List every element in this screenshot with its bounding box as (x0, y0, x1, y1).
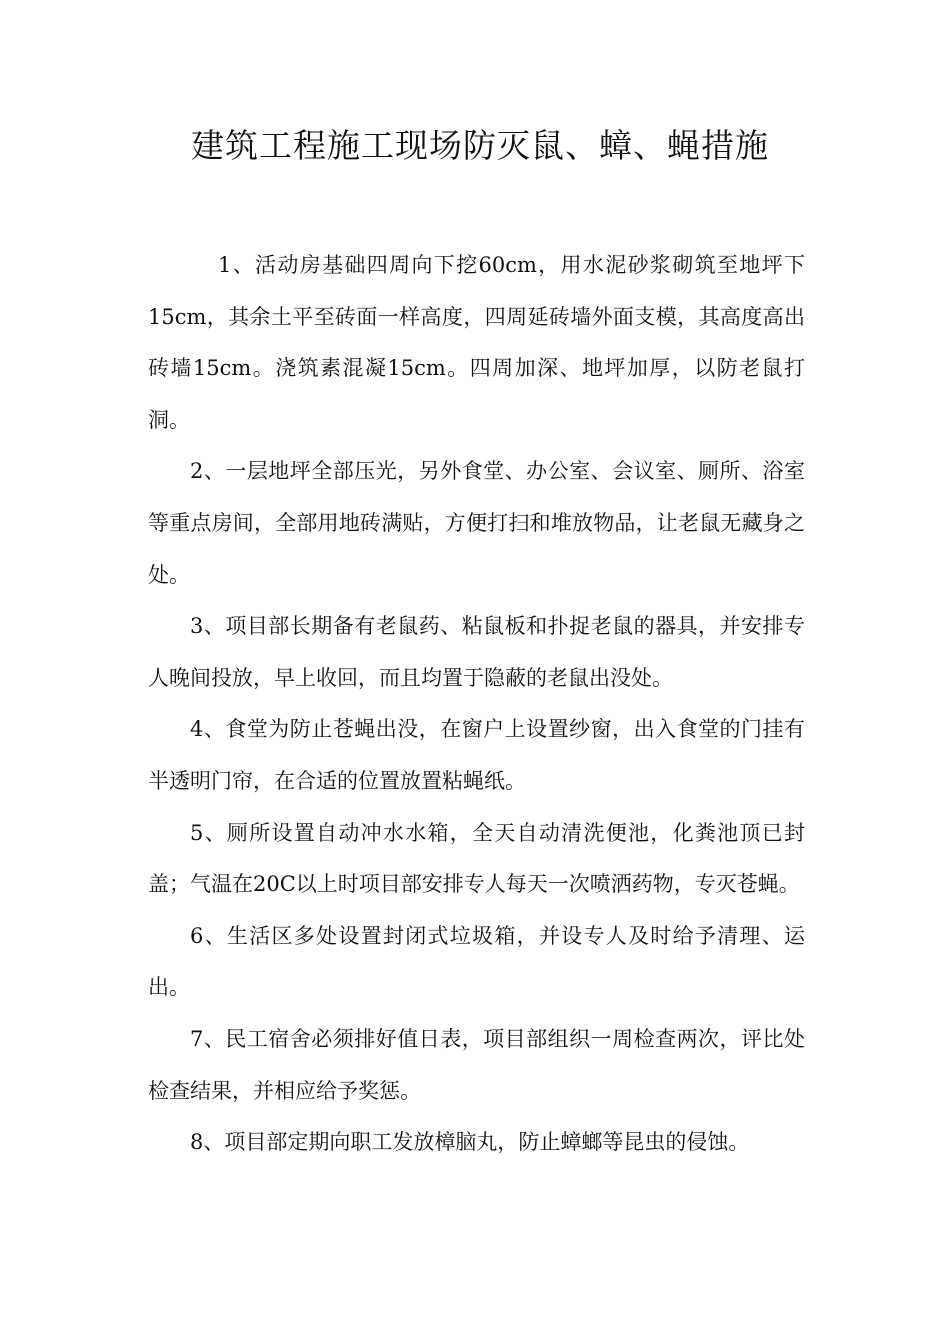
paragraph-5: 5、厕所设置自动冲水水箱，全天自动清洗便池，化粪池顶已封盖；气温在20C以上时项目部安排专人每天一次喷洒药物，专灭苍蝇。 (148, 820, 805, 897)
paragraph-8: 8、项目部定期向职工发放樟脑丸，防止蟑螂等昆虫的侵蚀。 (190, 1130, 750, 1155)
paragraph-3: 3、项目部长期备有老鼠药、粘鼠板和扑捉老鼠的器具，并安排专人晚间投放，早上收回，而且均置于隐蔽的老鼠出没处。 (148, 614, 805, 690)
paragraph-4: 4、食堂为防止苍蝇出没，在窗户上设置纱窗，出入食堂的门挂有半透明门帘，在合适的位置放置粘蝇纸。 (148, 717, 805, 793)
paragraph-7: 7、民工宿舍必须排好值日表，项目部组织一周检查两次，评比处检查结果，并相应给予奖惩。 (148, 1026, 805, 1103)
document-title: 建筑工程施工现场防灭鼠、蟑、蝇措施 (191, 126, 769, 165)
paragraph-6: 6、生活区多处设置封闭式垃圾箱，并设专人及时给予清理、运出。 (148, 923, 805, 1000)
document-body (148, 240, 805, 1169)
paragraph-1: 1、活动房基础四周向下挖60cm，用水泥砂浆砌筑至地坪下15cm，其余土平至砖面一样高度，四周延砖墙外面支模，其高度高出砖墙15cm。浇筑素混凝15cm。四周加深、地坪加厚，以防老鼠打洞。 (148, 253, 805, 432)
paragraph-2: 2、一层地坪全部压光，另外食堂、办公室、会议室、厕所、浴室等重点房间，全部用地砖满贴，方便打扫和堆放物品，让老鼠无藏身之处。 (148, 459, 805, 587)
